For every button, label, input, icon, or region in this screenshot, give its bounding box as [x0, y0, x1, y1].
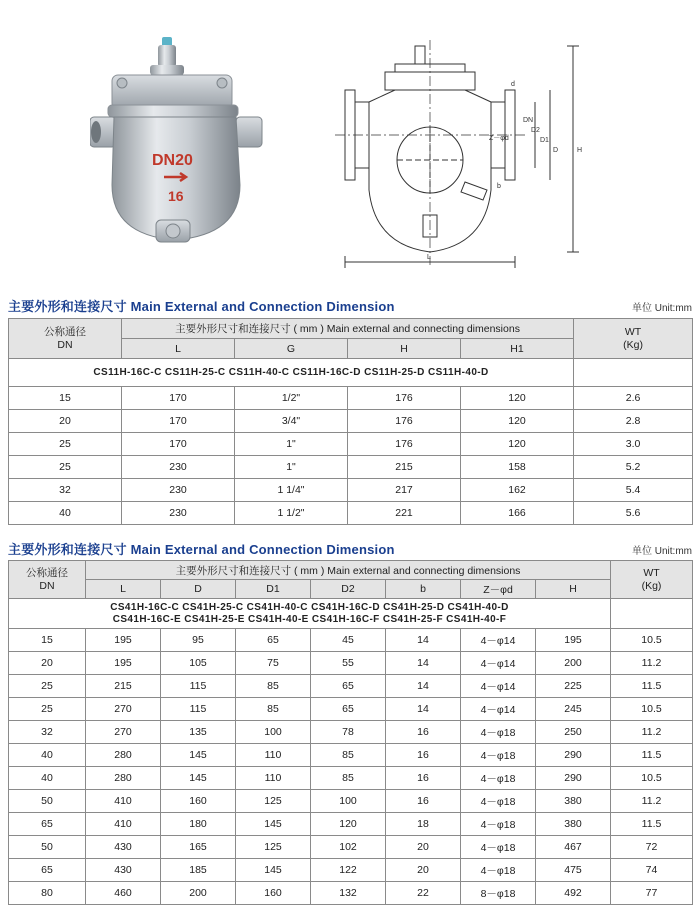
- table2-models-line-2: CS41H-16C-E CS41H-25-E CS41H-40-E CS41H-16C-F CS41H-25-F CS41H-40-F: [112, 613, 507, 625]
- table-cell: 195: [536, 629, 611, 652]
- table-cell: 22: [386, 882, 461, 905]
- table-cell: 72: [611, 836, 693, 859]
- table-cell: 125: [236, 836, 311, 859]
- table-cell: 4－φ18: [461, 859, 536, 882]
- table-cell: 14: [386, 698, 461, 721]
- drawing-label-z-phi-d: Z－φd: [489, 135, 509, 142]
- table-cell: 11.5: [611, 813, 693, 836]
- table-cell: 280: [86, 744, 161, 767]
- drawing-label-l: L: [427, 254, 431, 261]
- section2-unit: 单位 Unit:mm: [632, 546, 692, 557]
- table1-models-row: CS11H-16C-C CS11H-25-C CS11H-40-C CS11H-16C-D CS11H-25-D CS11H-40-D: [9, 359, 574, 387]
- table-cell: 2.8: [574, 410, 693, 433]
- table-cell: 280: [86, 767, 161, 790]
- table-cell: 2.6: [574, 387, 693, 410]
- table-cell: 65: [311, 675, 386, 698]
- table-cell: 380: [536, 790, 611, 813]
- table2-col-z-phi-d: Z－φd: [461, 580, 536, 599]
- table-cell: 1 1/2": [235, 502, 348, 525]
- table-cell: 120: [461, 410, 574, 433]
- table-cell: 120: [461, 387, 574, 410]
- table-cell: 4－φ14: [461, 629, 536, 652]
- table-cell: 176: [348, 387, 461, 410]
- table-cell: 230: [122, 456, 235, 479]
- table-cell: 475: [536, 859, 611, 882]
- table-cell: 16: [386, 744, 461, 767]
- table-cell: 180: [161, 813, 236, 836]
- table-cell: 95: [161, 629, 236, 652]
- table-cell: 11.2: [611, 721, 693, 744]
- photo-marking-dn: DN20: [152, 152, 193, 169]
- table1-col-h1: H1: [461, 339, 574, 359]
- table2-group-header: 主要外形尺寸和连接尺寸 ( mm ) Main external and connecting dimensions: [86, 561, 611, 580]
- table-cell: 166: [461, 502, 574, 525]
- table-cell: 65: [9, 859, 86, 882]
- table-cell: 4－φ18: [461, 813, 536, 836]
- table-cell: 85: [311, 767, 386, 790]
- table-cell: 430: [86, 836, 161, 859]
- table-row: [9, 698, 693, 721]
- table-cell: 3.0: [574, 433, 693, 456]
- table-cell: 170: [122, 387, 235, 410]
- table-cell: 160: [236, 882, 311, 905]
- table-row: [9, 629, 693, 652]
- table-cell: 18: [386, 813, 461, 836]
- dimension-table-cs11h: [8, 318, 693, 525]
- table-cell: 65: [311, 698, 386, 721]
- dimension-table-cs41h: [8, 560, 693, 905]
- table2-models-line-1: CS41H-16C-C CS41H-25-C CS41H-40-C CS41H-16C-D CS41H-25-D CS41H-40-D: [110, 601, 509, 613]
- table-cell: 200: [536, 652, 611, 675]
- table2-body: [9, 629, 693, 905]
- table-cell: 115: [161, 675, 236, 698]
- table-cell: 25: [9, 675, 86, 698]
- table-cell: 102: [311, 836, 386, 859]
- table-cell: 50: [9, 790, 86, 813]
- table-cell: 78: [311, 721, 386, 744]
- table2-models-blank: [611, 599, 693, 629]
- table-cell: 270: [86, 698, 161, 721]
- table-cell: 135: [161, 721, 236, 744]
- table-cell: 14: [386, 675, 461, 698]
- table-cell: 195: [86, 629, 161, 652]
- section1-header: [8, 296, 692, 316]
- table-cell: 100: [311, 790, 386, 813]
- table-cell: 221: [348, 502, 461, 525]
- section1-unit: 单位 Unit:mm: [632, 303, 692, 314]
- table-cell: 410: [86, 790, 161, 813]
- table-cell: 195: [86, 652, 161, 675]
- table-cell: 165: [161, 836, 236, 859]
- section2-title: 主要外形和连接尺寸 Main External and Connection Dimension: [8, 542, 395, 557]
- table2-col-l: L: [86, 580, 161, 599]
- table-row: [9, 721, 693, 744]
- table-cell: 215: [86, 675, 161, 698]
- table-cell: 4－φ14: [461, 652, 536, 675]
- table-cell: 245: [536, 698, 611, 721]
- table-cell: 11.5: [611, 744, 693, 767]
- photo-marking-pn: 16: [168, 188, 184, 204]
- table-cell: 110: [236, 767, 311, 790]
- steam-trap-photo: [90, 35, 265, 250]
- table-cell: 1": [235, 433, 348, 456]
- table2-dn-header: 公称通径 DN: [9, 561, 86, 599]
- table-cell: 50: [9, 836, 86, 859]
- table-cell: 1 1/4": [235, 479, 348, 502]
- table-cell: 145: [161, 744, 236, 767]
- table2-wt-header: WT (Kg): [611, 561, 693, 599]
- table-cell: 122: [311, 859, 386, 882]
- table-cell: 25: [9, 698, 86, 721]
- table1-models-blank: [574, 359, 693, 387]
- table-cell: 4－φ14: [461, 675, 536, 698]
- section1-title: 主要外形和连接尺寸 Main External and Connection Dimension: [8, 299, 395, 314]
- table-cell: 8－φ18: [461, 882, 536, 905]
- table-cell: 125: [236, 790, 311, 813]
- table-cell: 145: [236, 859, 311, 882]
- table-cell: 170: [122, 433, 235, 456]
- table-cell: 225: [536, 675, 611, 698]
- table-cell: 14: [386, 652, 461, 675]
- drawing-label-d: d: [511, 81, 515, 88]
- table-cell: 160: [161, 790, 236, 813]
- table-cell: 132: [311, 882, 386, 905]
- table-cell: 176: [348, 433, 461, 456]
- table-row: [9, 790, 693, 813]
- table-cell: 4－φ18: [461, 767, 536, 790]
- table-cell: 215: [348, 456, 461, 479]
- table-cell: 120: [461, 433, 574, 456]
- table-cell: 20: [386, 859, 461, 882]
- drawing-label-d1: D1: [540, 137, 549, 144]
- table-cell: 16: [386, 790, 461, 813]
- table-cell: 40: [9, 502, 122, 525]
- table-cell: 20: [9, 410, 122, 433]
- table-row: [9, 836, 693, 859]
- table-cell: 85: [311, 744, 386, 767]
- table-cell: 460: [86, 882, 161, 905]
- table-row: [9, 882, 693, 905]
- table-cell: 115: [161, 698, 236, 721]
- table-cell: 25: [9, 433, 122, 456]
- table1-col-h: H: [348, 339, 461, 359]
- table-cell: 250: [536, 721, 611, 744]
- table-cell: 410: [86, 813, 161, 836]
- table1-wt-header: WT (Kg): [574, 319, 693, 359]
- table-cell: 32: [9, 721, 86, 744]
- table2-col-d: D: [161, 580, 236, 599]
- table-cell: 217: [348, 479, 461, 502]
- table-cell: 10.5: [611, 767, 693, 790]
- table-cell: 158: [461, 456, 574, 479]
- table-cell: 20: [9, 652, 86, 675]
- table-cell: 430: [86, 859, 161, 882]
- table-cell: 1/2": [235, 387, 348, 410]
- table-cell: 145: [161, 767, 236, 790]
- table-cell: 170: [122, 410, 235, 433]
- drawing-label-d-outer: D: [553, 147, 559, 154]
- table-row: [9, 433, 693, 456]
- table-cell: 200: [161, 882, 236, 905]
- table-cell: 1": [235, 456, 348, 479]
- table-cell: 20: [386, 836, 461, 859]
- table-cell: 105: [161, 652, 236, 675]
- table-row: [9, 859, 693, 882]
- table-cell: 176: [348, 410, 461, 433]
- table2-col-d1: D1: [236, 580, 311, 599]
- table2-col-d2: D2: [311, 580, 386, 599]
- table2-col-h: H: [536, 580, 611, 599]
- table-cell: 85: [236, 698, 311, 721]
- table-cell: 25: [9, 456, 122, 479]
- table-cell: 5.6: [574, 502, 693, 525]
- table-row: [9, 387, 693, 410]
- table2-col-b: b: [386, 580, 461, 599]
- table-cell: 4－φ18: [461, 790, 536, 813]
- table-cell: 467: [536, 836, 611, 859]
- section2-header: [8, 539, 692, 559]
- table-cell: 4－φ18: [461, 836, 536, 859]
- drawing-label-d2: D2: [531, 127, 540, 134]
- table-cell: 5.4: [574, 479, 693, 502]
- table-cell: 290: [536, 767, 611, 790]
- table-cell: 145: [236, 813, 311, 836]
- table-cell: 40: [9, 744, 86, 767]
- table-cell: 11.5: [611, 675, 693, 698]
- table-cell: 290: [536, 744, 611, 767]
- table-cell: 5.2: [574, 456, 693, 479]
- table-cell: 11.2: [611, 652, 693, 675]
- table-cell: 4－φ18: [461, 721, 536, 744]
- table-cell: 110: [236, 744, 311, 767]
- table-row: [9, 767, 693, 790]
- table1-group-header: 主要外形尺寸和连接尺寸 ( mm ) Main external and connecting dimensions: [122, 319, 574, 339]
- table-cell: 55: [311, 652, 386, 675]
- table-cell: 15: [9, 629, 86, 652]
- table-cell: 492: [536, 882, 611, 905]
- table-row: [9, 675, 693, 698]
- table-cell: 45: [311, 629, 386, 652]
- table-row: [9, 744, 693, 767]
- drawing-label-h: H: [577, 147, 583, 154]
- cross-section-drawing: [335, 40, 605, 270]
- table-cell: 185: [161, 859, 236, 882]
- table1-col-l: L: [122, 339, 235, 359]
- table-cell: 270: [86, 721, 161, 744]
- table-row: [9, 813, 693, 836]
- table-cell: 85: [236, 675, 311, 698]
- table-cell: 4－φ18: [461, 744, 536, 767]
- table-cell: 100: [236, 721, 311, 744]
- table-cell: 74: [611, 859, 693, 882]
- table-cell: 65: [236, 629, 311, 652]
- table-cell: 77: [611, 882, 693, 905]
- table-cell: 4－φ14: [461, 698, 536, 721]
- table1-col-g: G: [235, 339, 348, 359]
- table-cell: 80: [9, 882, 86, 905]
- table-cell: 16: [386, 721, 461, 744]
- table-row: [9, 456, 693, 479]
- table-cell: 65: [9, 813, 86, 836]
- table-cell: 380: [536, 813, 611, 836]
- drawing-label-dn: DN: [523, 117, 534, 124]
- table-cell: 14: [386, 629, 461, 652]
- table-cell: 162: [461, 479, 574, 502]
- table-cell: 32: [9, 479, 122, 502]
- table-cell: 15: [9, 387, 122, 410]
- table-cell: 10.5: [611, 698, 693, 721]
- table-cell: 230: [122, 502, 235, 525]
- table-cell: 230: [122, 479, 235, 502]
- table-cell: 16: [386, 767, 461, 790]
- table-cell: 10.5: [611, 629, 693, 652]
- table-cell: 120: [311, 813, 386, 836]
- table-row: [9, 652, 693, 675]
- table1-body: [9, 387, 693, 525]
- table-cell: 3/4": [235, 410, 348, 433]
- table-row: [9, 479, 693, 502]
- table-row: [9, 410, 693, 433]
- table-row: [9, 502, 693, 525]
- table-cell: 40: [9, 767, 86, 790]
- table1-dn-header: 公称通径 DN: [9, 319, 122, 359]
- table2-models-row: [9, 599, 611, 629]
- table-cell: 75: [236, 652, 311, 675]
- table-cell: 11.2: [611, 790, 693, 813]
- drawing-label-b: b: [497, 183, 501, 190]
